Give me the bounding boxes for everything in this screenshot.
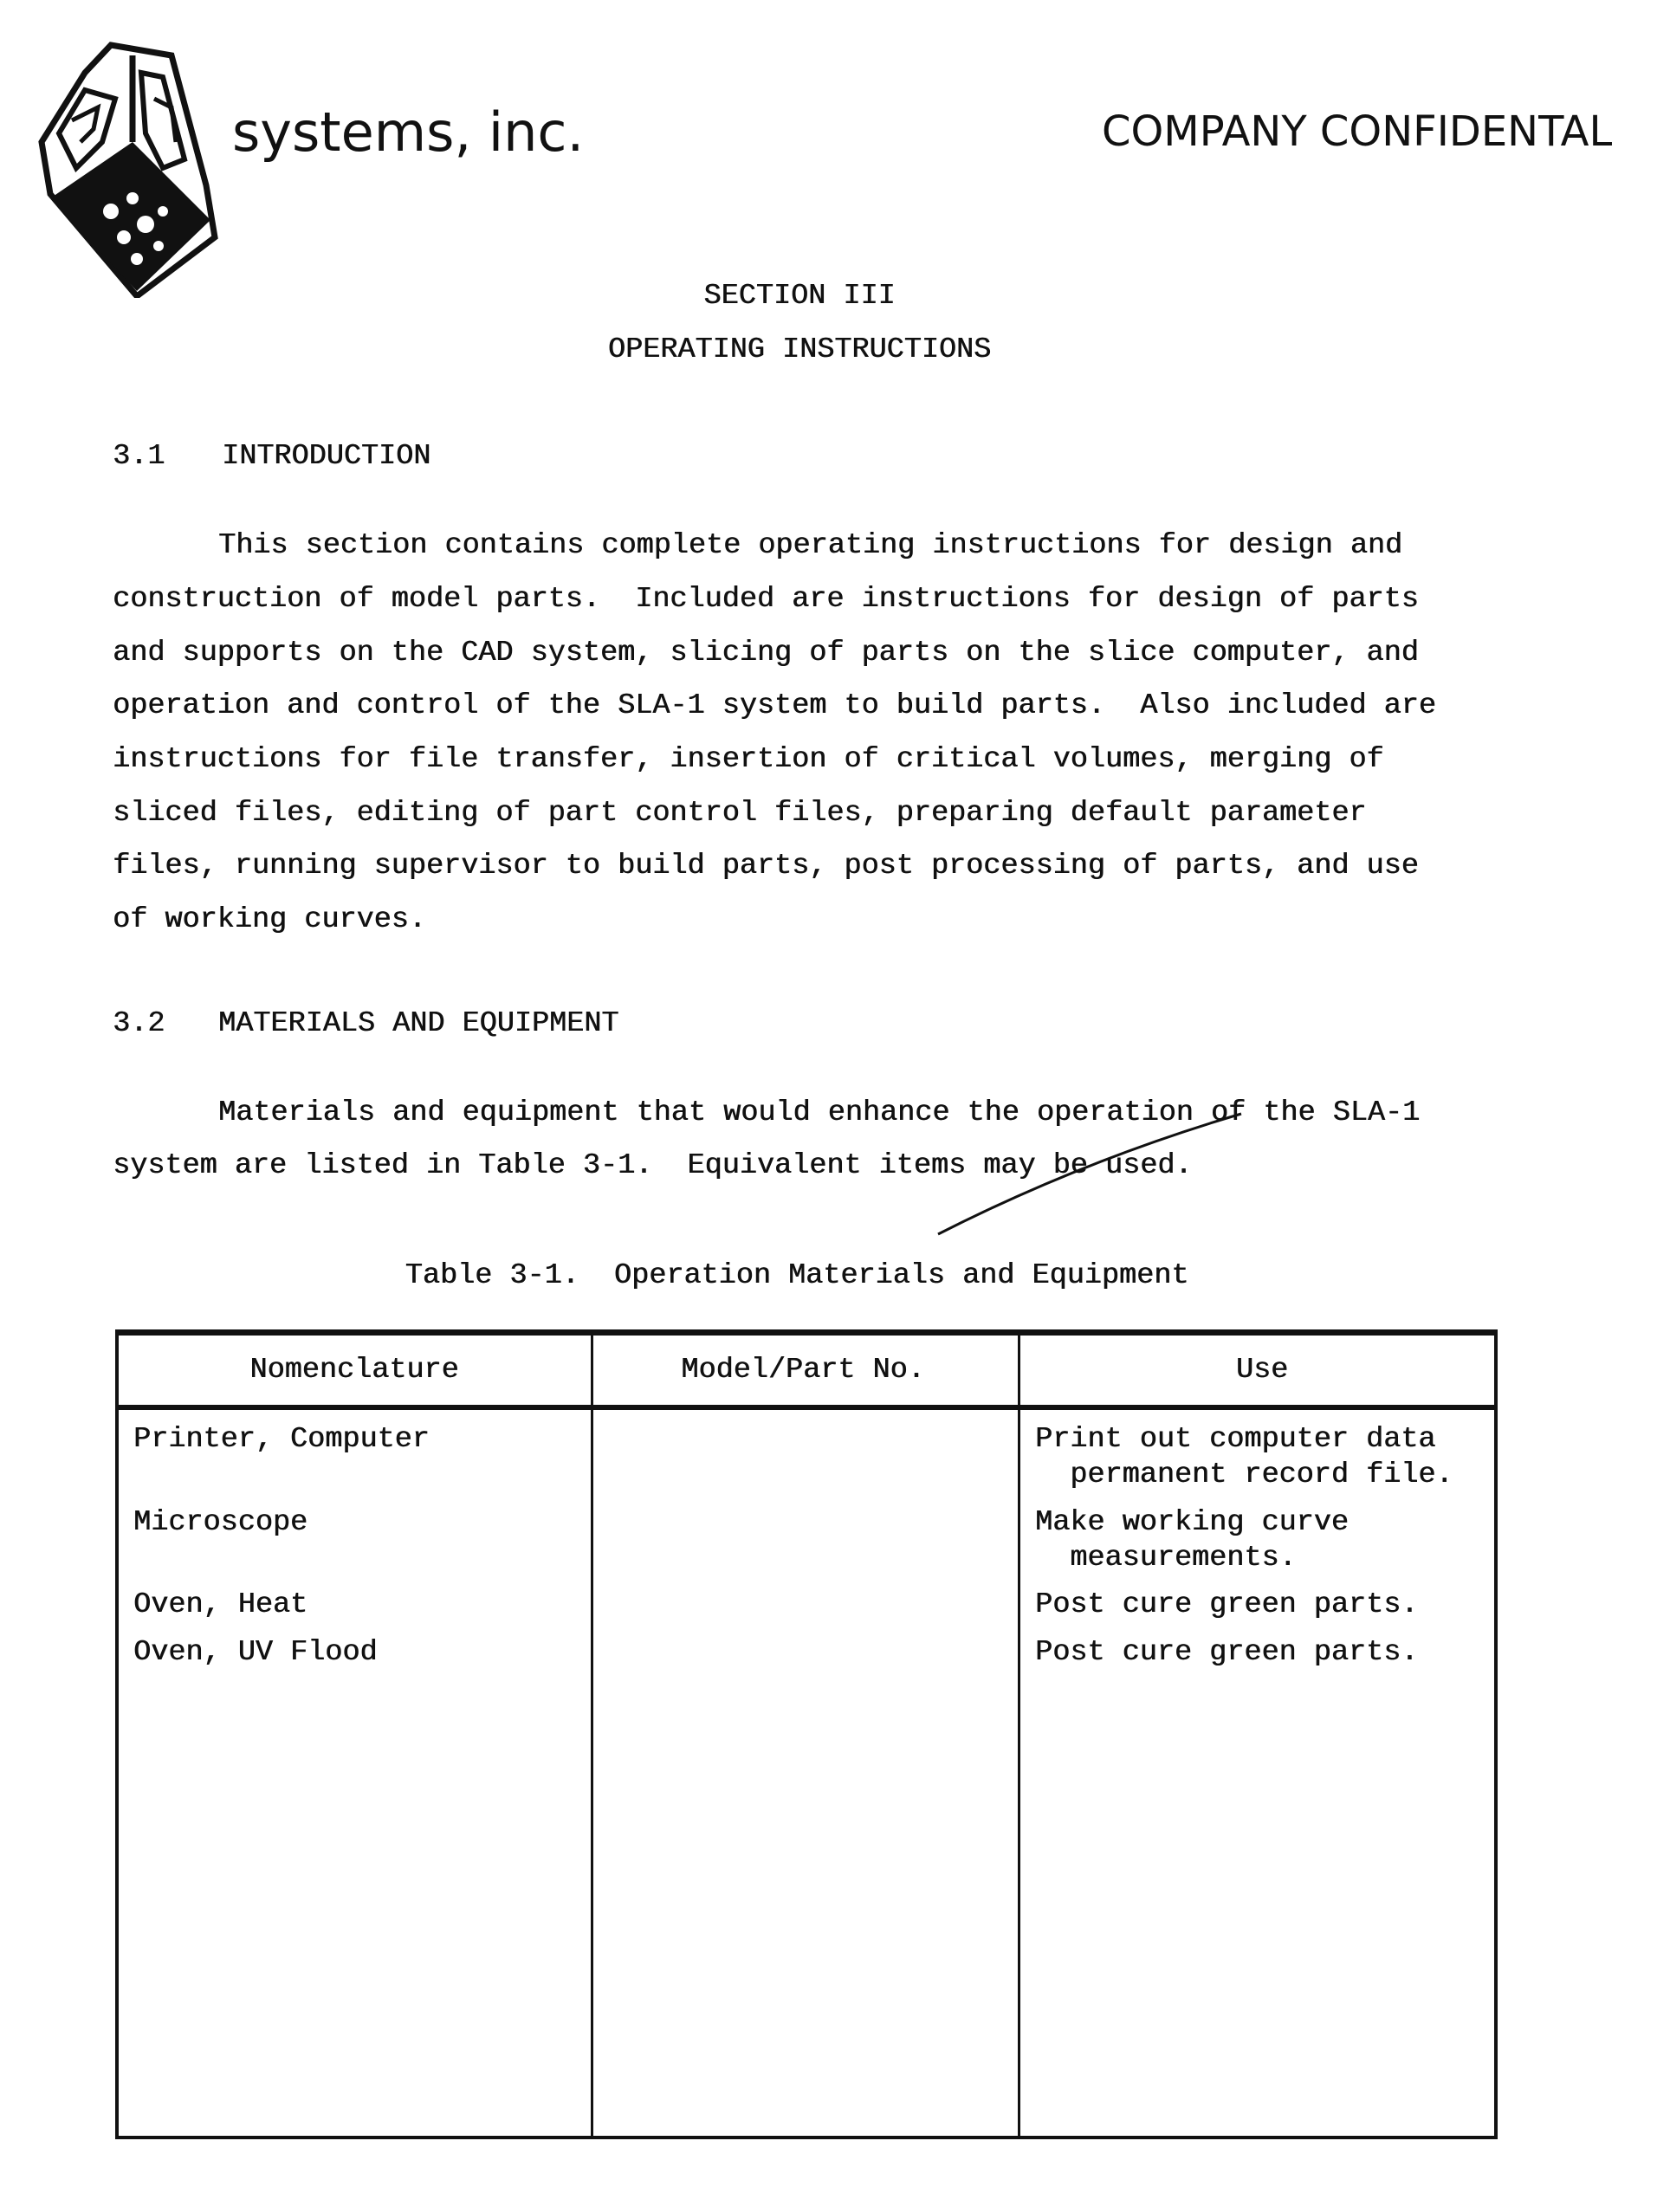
table-cell-nomenclature: Oven, Heat <box>133 1588 307 1622</box>
intro-line: of working curves. <box>113 902 426 937</box>
section-number: SECTION III <box>703 279 895 314</box>
column-header: Model/Part No. <box>681 1353 924 1387</box>
table-cell-use: Print out computer data <box>1035 1422 1435 1457</box>
materials-line: system are listed in Table 3-1. Equivalent items may be used. <box>113 1148 1192 1183</box>
table-cell-use: Make working curve <box>1035 1505 1349 1540</box>
intro-line: operation and control of the SLA-1 system to build parts. Also included are <box>113 689 1436 723</box>
table-caption: Table 3-1. Operation Materials and Equipment <box>405 1258 1189 1293</box>
table-cell-nomenclature: Microscope <box>133 1505 307 1540</box>
table-cell-nomenclature: Printer, Computer <box>133 1422 430 1457</box>
materials-line: Materials and equipment that would enhance the operation of the SLA-1 <box>218 1096 1420 1130</box>
intro-line: instructions for file transfer, insertion of critical volumes, merging of <box>113 742 1384 777</box>
section-title: OPERATING INSTRUCTIONS <box>608 333 991 367</box>
materials-heading: MATERIALS AND EQUIPMENT <box>218 1006 618 1041</box>
column-header: Nomenclature <box>249 1353 458 1387</box>
confidentiality-label: COMPANY CONFIDENTAL <box>1102 106 1612 158</box>
intro-line: sliced files, editing of part control files, preparing default parameter <box>113 796 1366 831</box>
table-cell-use: Post cure green parts. <box>1035 1635 1418 1670</box>
table-cell-nomenclature: Oven, UV Flood <box>133 1635 377 1670</box>
intro-line: This section contains complete operating instructions for design and <box>218 528 1402 563</box>
intro-line: construction of model parts. Included are instructions for design of parts <box>113 582 1419 617</box>
materials-table <box>115 1329 1498 2139</box>
table-cell-use: permanent record file. <box>1035 1458 1453 1492</box>
company-name: systems, inc. <box>232 102 584 163</box>
intro-number: 3.1 <box>113 439 165 474</box>
column-header: Use <box>1236 1353 1288 1387</box>
intro-line: files, running supervisor to build parts, post processing of parts, and use <box>113 849 1419 883</box>
intro-heading: INTRODUCTION <box>222 439 430 474</box>
table-cell-use: Post cure green parts. <box>1035 1588 1418 1622</box>
table-cell-use: measurements. <box>1035 1541 1297 1575</box>
materials-number: 3.2 <box>113 1006 165 1041</box>
intro-line: and supports on the CAD system, slicing of parts on the slice computer, and <box>113 636 1419 670</box>
